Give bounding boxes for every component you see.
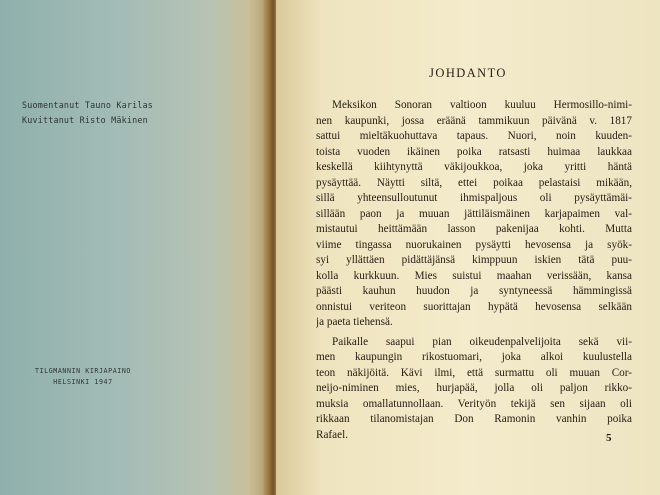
text-line: sillään paon ja muuan jättiläismäinen karjapaimen val- bbox=[316, 207, 632, 220]
text-line: ja paeta tiehensä. bbox=[316, 316, 393, 328]
text-line: men kaupungin rikostuomari, joka alkoi kuulustella bbox=[316, 351, 632, 363]
translator-credit: Suomentanut Tauno Karilas bbox=[22, 100, 154, 110]
text-line: päästi kauhun huudon ja syntyneessä hämmingissä bbox=[316, 285, 632, 297]
text-line: Meksikon Sonoran valtioon kuuluu Hermosillo-nimi- bbox=[332, 99, 632, 111]
text-line: kolla kurkkuun. Mies suistui maahan verissään, kansa bbox=[316, 269, 632, 282]
text-line: onnistui veriteon suorittajan hypätä hevosensa selkään bbox=[316, 300, 632, 313]
text-line: sattui mieltäkuohuttava tapaus. Nuori, noin kuuden- bbox=[316, 130, 632, 142]
page-number: 5 bbox=[606, 432, 612, 444]
text-line: muksia omallatunnollaan. Verityön tekijä sen sijaan oli bbox=[316, 397, 632, 410]
text-line: keskellä kiihtynyttä väkijoukkoa, joka yritti häntä bbox=[316, 161, 632, 173]
text-line: Paikalle saapui pian oikeudenpalvelijoita sekä vii- bbox=[332, 335, 632, 348]
text-line: syi yllättäen pidättäjänsä kimppuun iskien tätä puu- bbox=[316, 254, 632, 266]
text-line: pysäyttää. Näytti siltä, ettei poikaa pelastaisi mikään, bbox=[316, 176, 632, 189]
printer-imprint bbox=[28, 366, 138, 388]
paragraph-2 bbox=[316, 335, 632, 444]
text-line: rikkaan tilanomistajan Don Ramonin vanhin poika bbox=[316, 413, 632, 425]
text-line: teon näkijöitä. Kävi ilmi, että surmattu oli muuan Cor- bbox=[316, 366, 632, 379]
left-page bbox=[0, 0, 270, 495]
text-line: sillä yhteensulloutunut ihmispaljous oli pysäyttämäi- bbox=[316, 192, 632, 204]
text-line: neijo-niminen mies, hurjapää, jolla oli paljon rikko- bbox=[316, 382, 632, 394]
credits-block bbox=[22, 98, 153, 128]
illustrator-credit: Kuvittanut Risto Mäkinen bbox=[22, 115, 148, 125]
paragraph-1 bbox=[316, 98, 632, 331]
printer-name: TILGMANNIN KIRJAPAINO bbox=[35, 367, 131, 375]
text-line: nen kaupunki, jossa eräänä tammikuun päivänä v. 1817 bbox=[316, 114, 632, 127]
printer-place-year: HELSINKI 1947 bbox=[53, 378, 113, 386]
text-line: toista vuoden ikäinen poika ratsasti huimaa laukkaa bbox=[316, 145, 632, 158]
text-line: mistautui heittämään lasson pakenijaa kohti. Mutta bbox=[316, 223, 632, 235]
text-line: Rafael. bbox=[316, 428, 348, 441]
body-text bbox=[316, 98, 632, 443]
text-line: viime tingassa nuorukainen pysäytti hevosensa ja syök- bbox=[316, 238, 632, 251]
chapter-title: JOHDANTO bbox=[429, 66, 507, 80]
